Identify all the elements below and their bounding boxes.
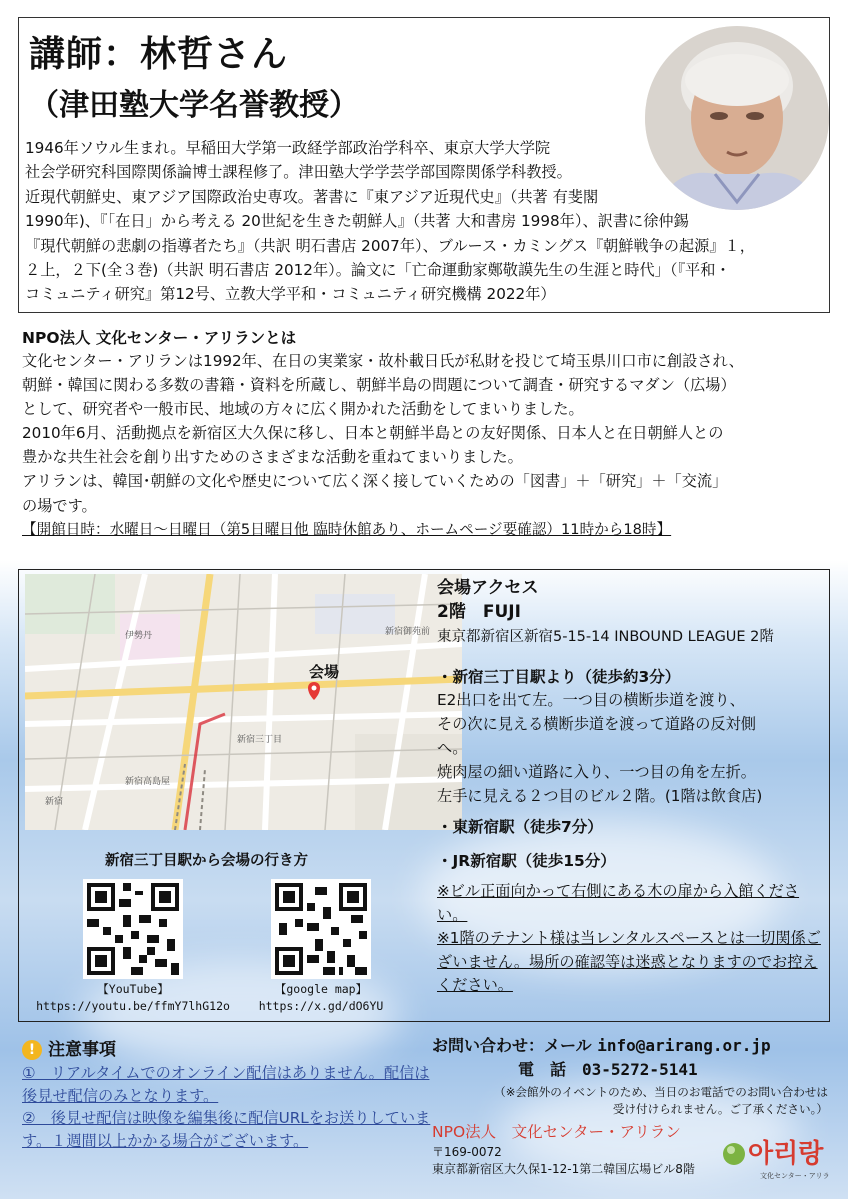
access-info — [437, 576, 827, 998]
access-title: 会場アクセス — [437, 578, 539, 598]
contact-email-link[interactable]: info@arirang.or.jp — [597, 1036, 771, 1055]
qr-code-icon — [83, 879, 183, 979]
youtube-link[interactable]: 【YouTube】 https://youtu.be/ffmY7lhG12o — [36, 982, 230, 1013]
venue-room: 2階 FUJI — [437, 602, 521, 622]
lecturer-title: 講師：林哲さん — [29, 34, 289, 75]
logo-subtitle: 文化センター・アリラン — [760, 1172, 830, 1180]
route-shinjuku-sanchome-heading: ・新宿三丁目駅より（徒歩約3分） — [437, 668, 681, 686]
map-label: 新宿三丁目 — [237, 735, 283, 745]
caution-header — [22, 1038, 432, 1062]
route-jr-shinjuku: ・JR新宿駅（徒歩15分） — [437, 852, 616, 870]
lecturer-section — [18, 17, 830, 313]
route-shinjuku-sanchome-text: E2出口を出て左。一つ目の横断歩道を渡り、 その次に見える横断歩道を渡って道路の反対側 へ。 焼肉屋の細い道路に入り、一つ目の角を左折。 左手に見える２つ目のビル２階。(1階は飲食店) — [437, 691, 763, 805]
caution-item-2: ② 後見せ配信は映像を編集後に配信URLをお送りしています。１週間以上かかる場合がございます。 — [22, 1109, 431, 1150]
qr-code-icon — [271, 879, 371, 979]
map-label: 新宿 — [45, 797, 64, 807]
venue-map[interactable] — [25, 574, 462, 830]
caution-item-1: ① リアルタイムでのオンライン配信はありません。配信は後見せ配信のみとなります。 — [22, 1064, 430, 1105]
arirang-logo — [718, 1126, 830, 1184]
map-graphic — [25, 574, 462, 830]
map-label: 新宿御苑前 — [385, 627, 431, 637]
google-map-link[interactable]: 【google map】 https://x.gd/dO6YU — [258, 982, 384, 1013]
caution-title: 注意事項 — [48, 1040, 116, 1060]
about-text: 文化センター・アリランは1992年、在日の実業家・故朴載日氏が私財を投じて埼玉県川口市に創設され、 朝鮮・韓国に関わる多数の書籍・資料を所蔵し、朝鮮半島の問題について調査・研究するマダン（広場） として、研究者や一般市民、地域の方々に広く開かれた活動をしてまいりました。 2010年6月、活動拠点を新宿区大久保に移し、日本と朝鮮半島との友好関係、日本人と在日朝鮮人との 豊かな共生社会を創り出すためのさまざまな活動を重ねてまいりました。 アリランは、韓国･朝鮮の文化や歴史について広く深く接していくための「図書」＋「研究」＋「交流」 の場です。 — [22, 352, 744, 515]
map-label: 新宿高島屋 — [125, 777, 171, 787]
access-section — [18, 569, 830, 1022]
entrance-note: ※ビル正面向かって右側にある木の扉から入館ください。 — [437, 882, 800, 924]
tenant-note: ※1階のテナント様は当レンタルスペースとは一切関係ございません。場所の確認等は迷惑となりますのでお控えください。 — [437, 929, 821, 994]
org-address: 東京都新宿区大久保1-12-1第二韓国広場ビル8階 — [432, 1162, 695, 1176]
arirang-logo-icon — [718, 1126, 830, 1184]
map-label: 伊勢丹 — [125, 631, 153, 641]
contact-mail-label: お問い合わせ：メール — [432, 1036, 592, 1055]
caution-section — [22, 1038, 432, 1152]
youtube-qr-code[interactable] — [83, 879, 183, 979]
route-higashi-shinjuku: ・東新宿駅（徒歩7分） — [437, 818, 603, 836]
lecturer-affiliation: （津田塾大学名誉教授） — [29, 88, 359, 123]
org-name: NPO法人 文化センター・アリラン — [432, 1123, 681, 1141]
venue-address: 東京都新宿区新宿5-15-14 INBOUND LEAGUE 2階 — [437, 629, 774, 645]
lecturer-bio-text: 1946年ソウル生まれ。早稲田大学第一政経学部政治学科卒、東京大学大学院 社会学研究科国際関係論博士課程修了。津田塾大学学芸学部国際関係学科教授。 近現代朝鮮史、東アジア国際政治史専攻。著書に『東アジア近現代史』（共著 有斐閣 1990年)、『「在日」から考える 20世紀を生きた朝鮮人』（共著 大和書房 1998年）、訳書に徐仲錫 『現代朝鮮の悲劇の指導者たち』（共訳 明石書店 2007年）、ブルース・カミングス『朝鮮戦争の起源』１， ２上，２下(全３巻)（共訳 明石書店 2012年）。論文に「亡命運動家鄭敬謨先生の生涯と時代」（『平和・ コミュニティ研究』第12号、立教大学平和・コミュニティ研究機構 2022年） — [25, 139, 755, 304]
google-map-qr-code[interactable] — [271, 879, 371, 979]
contact-phone: 電 話 03-5272-5141 — [518, 1060, 698, 1079]
venue-label: 会場 — [309, 663, 340, 681]
about-section — [22, 327, 832, 542]
about-title: NPO法人 文化センター・アリランとは — [22, 329, 297, 347]
org-postal-code: 〒169-0072 — [432, 1145, 502, 1159]
contact-mail-line — [432, 1034, 842, 1058]
qr-heading: 新宿三丁目駅から会場の行き方 — [105, 853, 308, 869]
opening-hours: 【開館日時：水曜日～日曜日（第5日曜日他 臨時休館あり、ホームページ要確認）11時から18時】 — [22, 520, 672, 538]
exclamation-icon: ! — [22, 1040, 42, 1060]
logo-hangul: 아리랑 — [748, 1139, 824, 1169]
contact-note: （※会館外のイベントのため、当日のお電話でのお問い合わせは 受け付けられません。ご了承ください。） — [494, 1085, 828, 1116]
